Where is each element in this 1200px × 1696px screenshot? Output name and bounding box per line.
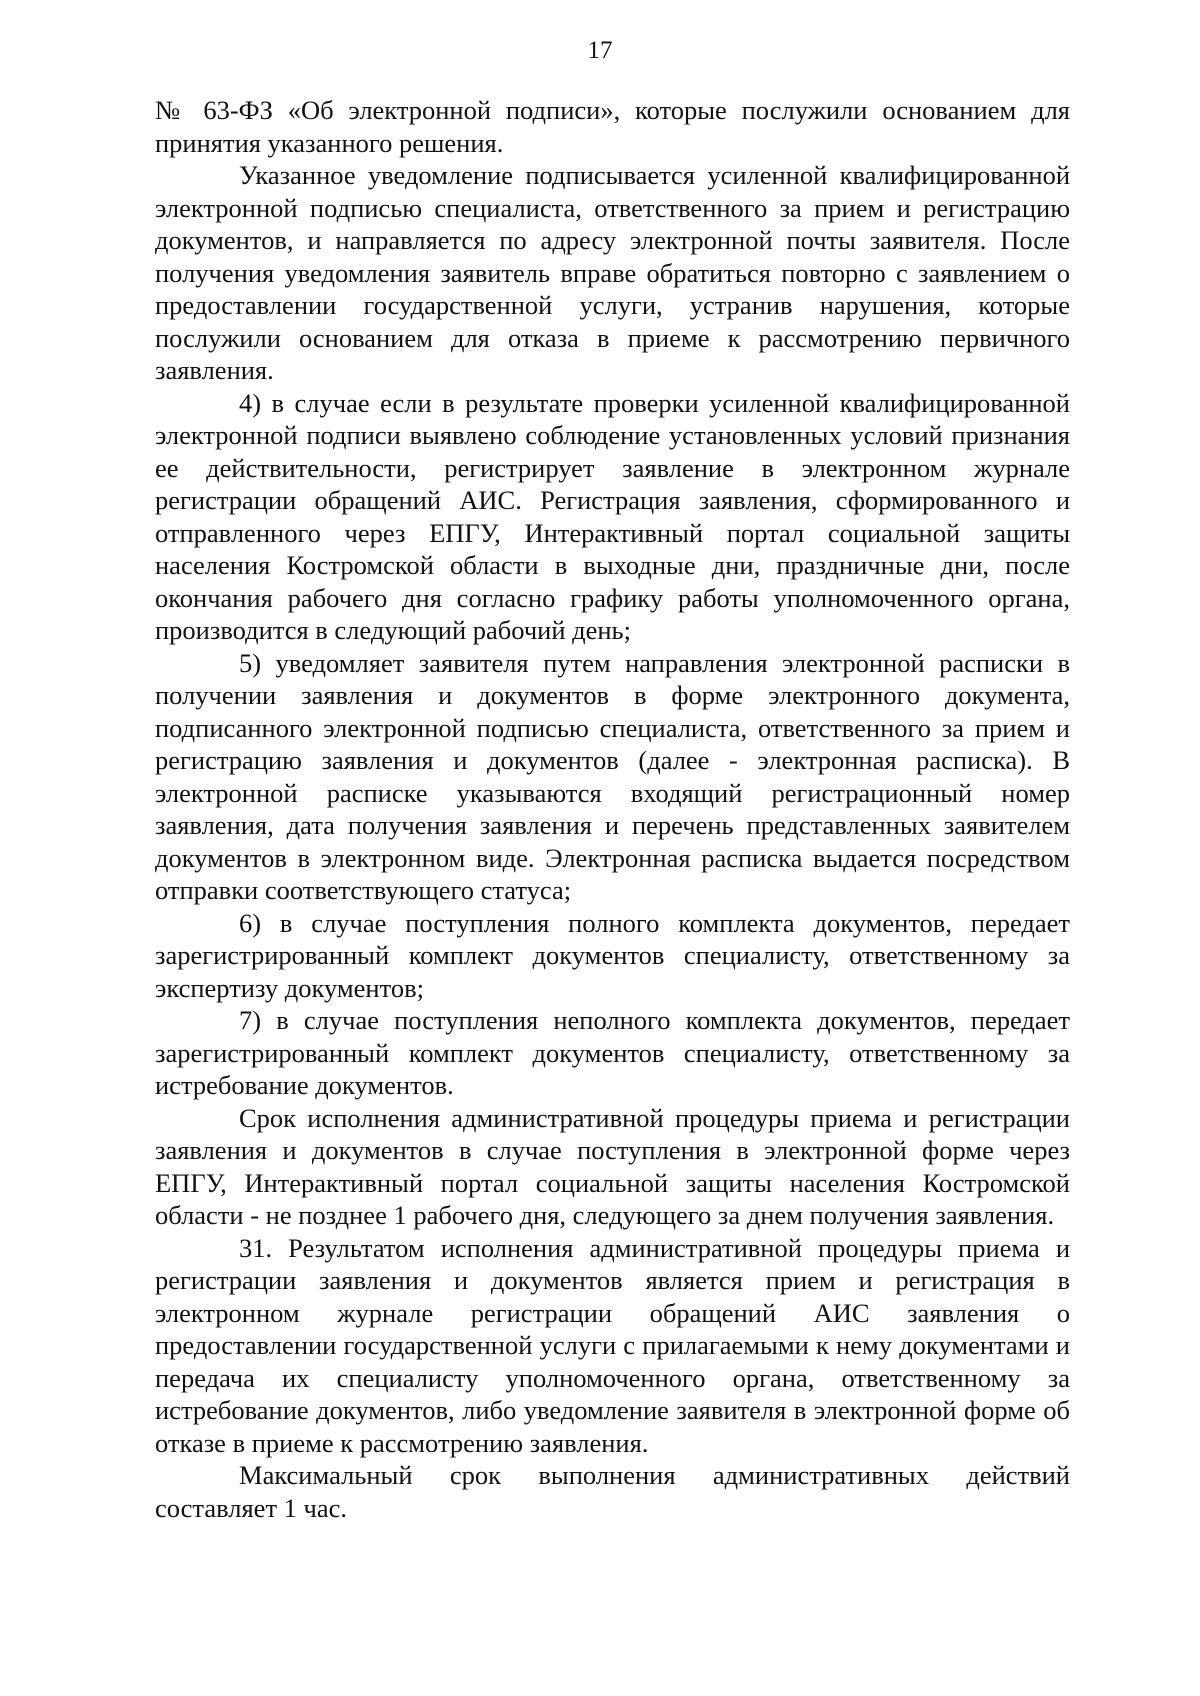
paragraph-item-5: 5) уведомляет заявителя путем направления электронной расписки в получении заявления и документов в форме электронного документа, подписанного электронной подписью специалиста, ответственного за прием и регистрацию заявления и документов (далее - электронная расписка). В электронной расписке указываются входящий регистрационный номер заявления, дата получения заявления и перечень представленных заявителем документов в электронном виде. Электронная расписка выдается посредством отправки соответствующего статуса; <box>155 647 1070 905</box>
page-number: 17 <box>587 37 613 64</box>
paragraph-item-6: 6) в случае поступления полного комплекта документов, передает зарегистрированный комплект документов специалисту, ответственному за экспертизу документов; <box>155 907 1070 1003</box>
paragraph-term: Срок исполнения административной процедуры приема и регистрации заявления и документов в случае поступления в электронной форме через ЕПГУ, Интерактивный портал социальной защиты населения Костромской области - не позднее 1 рабочего дня, следующего за днем получения заявления. <box>155 1102 1070 1230</box>
paragraph-31-result: 31. Результатом исполнения административной процедуры приема и регистрации заявления и документов является прием и регистрация в электронном журнале регистрации обращений АИС заявления о предоставлении государственной услуги с прилагаемыми к нему документами и передача их специалисту уполномоченного органа, ответственному за истребование документов, либо уведомление заявителя в электронной форме об отказе в приеме к рассмотрению заявления. <box>155 1232 1070 1458</box>
paragraph-item-7: 7) в случае поступления неполного комплекта документов, передает зарегистрированный комплект документов специалисту, ответственному за истребование документов. <box>155 1005 1070 1100</box>
paragraph-item-4: 4) в случае если в результате проверки усиленной квалифицированной электронной подписи выявлено соблюдение установленных условий признания ее действительности, регистрирует заявление в электронном журнале регистрации обращений АИС. Регистрация заявления, сформированного и отправленного через ЕПГУ, Интерактивный портал социальной защиты населения Костромской области в выходные дни, праздничные дни, после окончания рабочего дня согласно графику работы уполномоченного органа, производится в следующий рабочий день; <box>155 387 1070 645</box>
paragraph-notification-signature: Указанное уведомление подписывается усиленной квалифицированной электронной подписью специалиста, ответственного за прием и регистрацию документов, и направляется по адресу электронной почты заявителя. После получения уведомления заявитель вправе обратиться повторно с заявлением о предоставлении государственной услуги, устранив нарушения, которые послужили основанием для отказа в приеме к рассмотрению первичного заявления. <box>155 160 1070 385</box>
document-body <box>155 94 1070 1524</box>
paragraph-continuation: № 63-ФЗ «Об электронной подписи», которые послужили основанием для принятия указанного решения. <box>155 95 1070 158</box>
paragraph-max-term: Максимальный срок выполнения административных действий составляет 1 час. <box>155 1460 1070 1523</box>
